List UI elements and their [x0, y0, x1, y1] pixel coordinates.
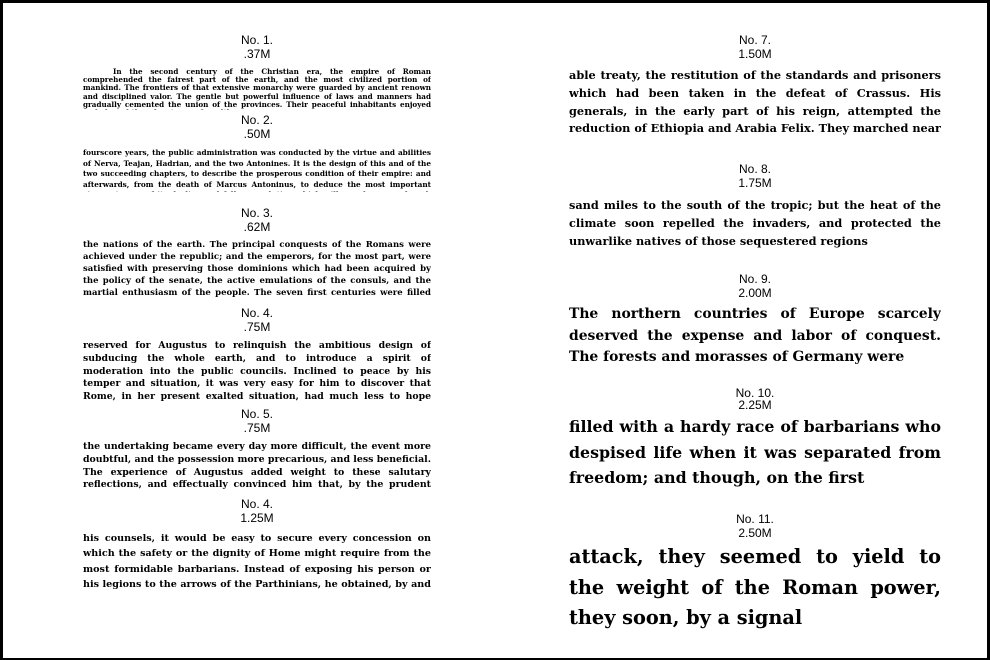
sample-text: reserved for Augustus to relinquish the ambitious design of subducing the whole earth, and to introduce a spirit of moderation into the public councils. Inclined to peace by his temper and situation, it was very easy for him to discover that Rome, in her present exalted situation, had much less to hope [83, 340, 431, 403]
sample-size: 2.00M [738, 286, 772, 300]
sample-number: No. 3. [240, 206, 273, 220]
sample-no-2 [83, 114, 431, 192]
sample-no-3 [83, 207, 431, 300]
sample-size: 1.25M [240, 511, 274, 525]
sample-text: attack, they seemed to yield to the weight of the Roman power, they soon, by a signal [569, 545, 941, 629]
sample-number: No. 2. [240, 113, 273, 127]
sample-no-9 [569, 273, 941, 370]
sample-size: 1.75M [738, 176, 772, 190]
sample-text: In the second century of the Christian era, the empire of Roman comprehended the fairest part of the earth, and the most civilized portion of mankind. The frontiers of that extensive monarchy were guarded by ancient renown and disciplined valor. The gentle but powerful influence of laws and manners had gradually cemented the union of the provinces. Their peaceful inhabitants enjoyed [83, 68, 431, 109]
sample-text: the nations of the earth. The principal conquests of the Romans were achieved under the republic; and the emperors, for the most part, were satisfied with preserving those dominions which had been acquired by the policy of the senate, the active emulations of the consuls, and the martial enthusiasm of the people. The seven first centuries were filled [83, 240, 431, 298]
sample-text: filled with a hardy race of barbarians who despised life when it was separated from freedom; and though, on the first [569, 417, 941, 487]
sample-text: able treaty, the restitution of the standards and prisoners which had been taken in the defeat of Crassus. His generals, in the early part of his reign, attempted the reduction of Ethiopia and Arabia Felix. They marched near [569, 68, 941, 136]
sample-no-8 [569, 163, 941, 252]
sample-text: The northern countries of Europe scarcely deserved the expense and labor of conquest. The forests and morasses of Germany were [569, 306, 941, 365]
sample-size: .37M [243, 47, 271, 61]
sample-size: .75M [243, 320, 271, 334]
sample-number: No. 4. [240, 306, 273, 320]
sample-no-7 [569, 34, 941, 139]
sample-size: 2.50M [738, 526, 772, 540]
sample-text: his counsels, it would be easy to secure every concession on which the safety or the dignity of Home might require from the most formidable barbarians. Instead of exposing his person or his legions to the arrows of the Parthinians, he obtained, by and [83, 533, 431, 591]
sample-size: 1.50M [738, 47, 772, 61]
sample-number: No. 8. [738, 162, 771, 176]
sample-number: No. 1. [240, 33, 273, 47]
sample-number: No. 11. [736, 512, 774, 526]
sample-no-1 [83, 34, 431, 110]
sample-size: 2.25M [738, 398, 772, 412]
sample-number: No. 5. [240, 407, 273, 421]
sample-no-6 [83, 498, 431, 593]
sample-number: No. 9. [738, 272, 771, 286]
sample-size: .62M [243, 220, 271, 234]
sample-number: No. 10. [735, 386, 775, 400]
sample-text: sand miles to the south of the tropic; but the heat of the climate soon repelled the invaders, and protected the unwarlike natives of those sequestered regions [569, 198, 941, 248]
sample-no-11 [569, 513, 941, 636]
sample-no-4 [83, 307, 431, 404]
sample-no-5 [83, 408, 431, 493]
sample-text: the undertaking became every day more difficult, the event more doubtful, and the possession more precarious, and less beneficial. The experience of Augustus added weight to these salutary reflections, and effectually convinced him that, by the prudent [83, 441, 431, 491]
sample-size: .50M [243, 127, 271, 141]
sample-no-10 [569, 387, 941, 494]
sample-number: No. 7. [738, 33, 771, 47]
sample-text: fourscore years, the public administration was conducted by the virtue and abilities of Nerva, Teajan, Hadrian, and the two Antonines. It is the design of this and of the two succeeding chapters, to describe the prosperous condition of their empire: and afterwards, from the death of Marcus Antoninus, to deduce the most important [83, 148, 431, 189]
sample-size: .75M [243, 421, 271, 435]
sample-number: No. 4. [240, 497, 273, 511]
